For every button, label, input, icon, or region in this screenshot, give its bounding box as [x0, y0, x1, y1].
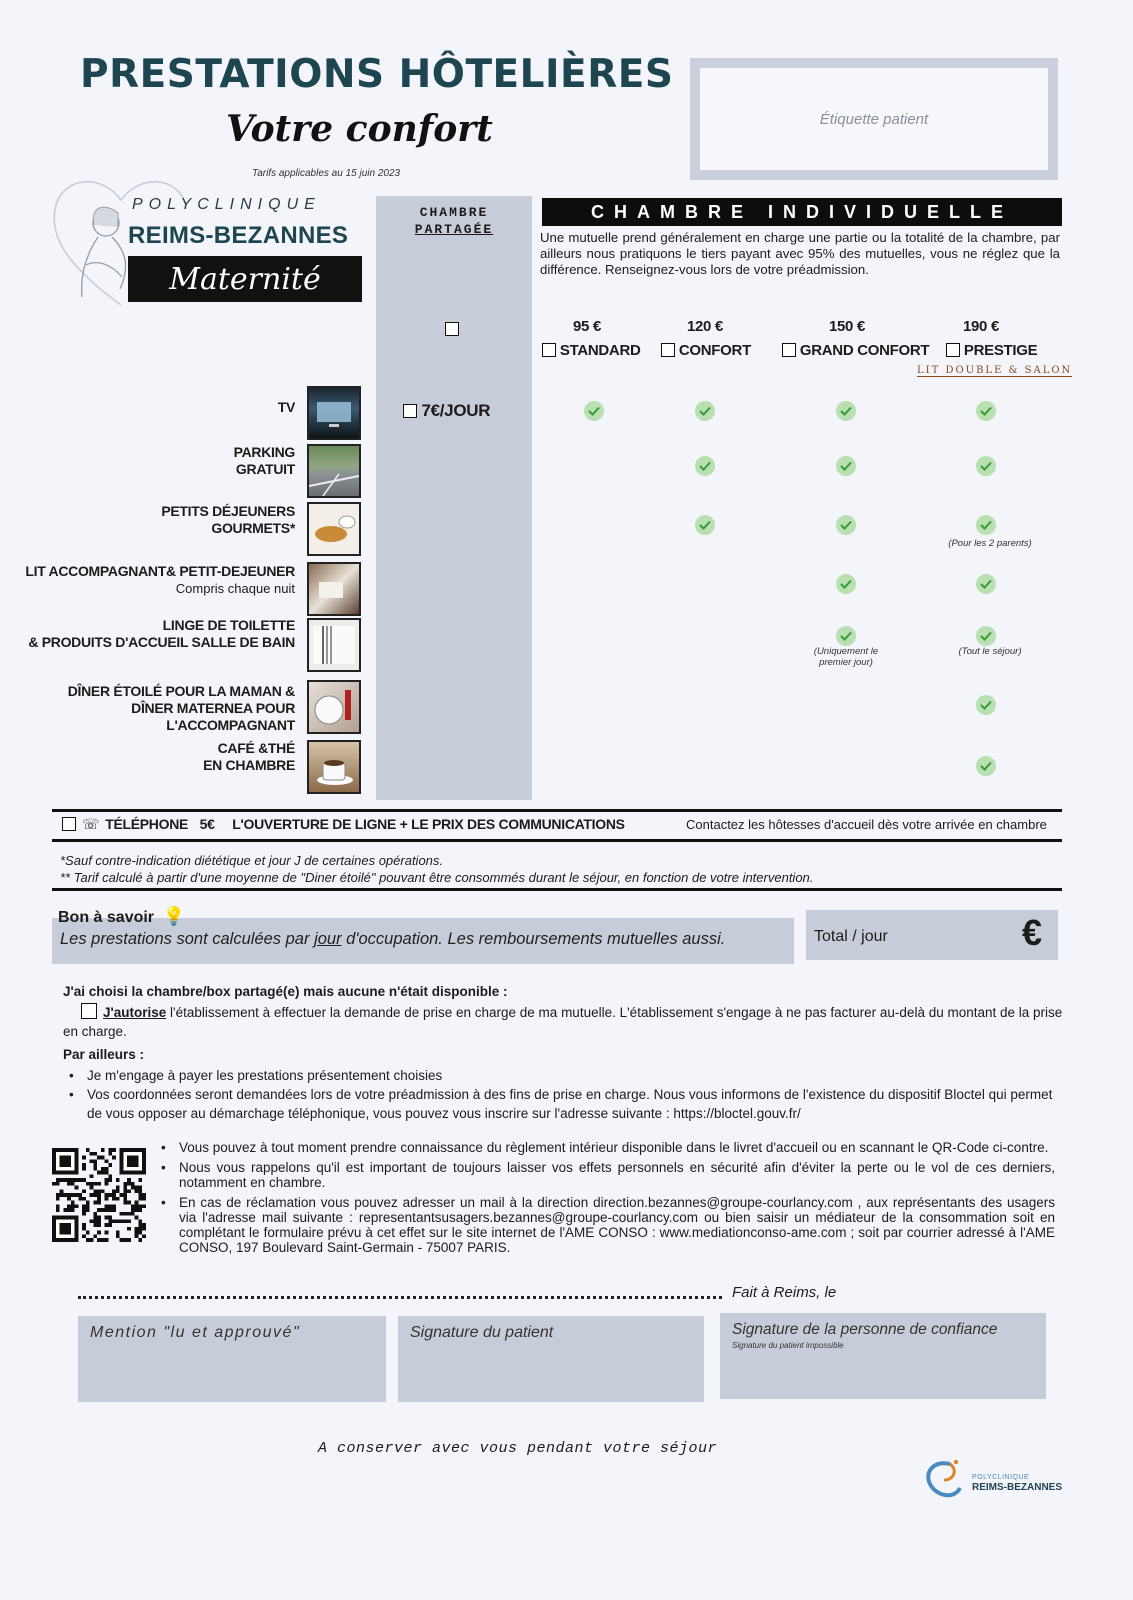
- telephone-contact: Contactez les hôtesses d'accueil dès votre arrivée en chambre: [686, 817, 1047, 832]
- trusted-person-signature-box[interactable]: [720, 1313, 1046, 1399]
- tier-standard-name: STANDARD: [559, 342, 641, 359]
- row-label-parking: [234, 444, 295, 478]
- row-label-parking-line1: PARKING: [233, 444, 295, 460]
- maternite-banner: [128, 256, 362, 302]
- footer-logo-line1: POLYCLINIQUE: [972, 1474, 1030, 1481]
- tier-grand-confort: [782, 342, 929, 359]
- shared-tv-price: 7€/JOUR: [421, 401, 491, 420]
- par-ailleurs-heading: Par ailleurs :: [63, 1047, 145, 1062]
- row-label-coffee-line1: CAFÉ &THÉ: [217, 740, 295, 756]
- tier-standard-price: 95 €: [573, 318, 601, 335]
- check-icon: [976, 515, 996, 535]
- euro-symbol: €: [1022, 912, 1043, 953]
- tier-prestige-checkbox[interactable]: [946, 343, 960, 357]
- fait-a-reims: Fait à Reims, le: [732, 1284, 837, 1301]
- individual-room-title: CHAMBRE INDIVIDUELLE: [542, 198, 1062, 226]
- bon-a-savoir-title-text: Bon à savoir: [58, 909, 155, 926]
- note-whole-stay: (Tout le séjour): [958, 646, 1022, 657]
- check-icon: [695, 401, 715, 421]
- total-per-day-box[interactable]: [806, 910, 1058, 960]
- bon-a-savoir-title: [58, 906, 185, 927]
- tier-grand-confort-price: 150 €: [828, 318, 866, 335]
- croissant-icon: [309, 504, 359, 554]
- qr-code[interactable]: [52, 1148, 146, 1242]
- note-first-day: [786, 646, 906, 668]
- row-label-parking-line2: GRATUIT: [235, 461, 295, 477]
- phone-icon: ☏: [81, 816, 100, 832]
- choice-heading: J'ai choisi la chambre/box partagé(e) mais aucune n'était disponible :: [63, 984, 508, 999]
- row-label-towels-line2: & PRODUITS D'ACCUEIL SALLE DE BAIN: [28, 634, 295, 650]
- check-icon: [836, 515, 856, 535]
- check-icon: [695, 456, 715, 476]
- check-icon: [836, 401, 856, 421]
- towels-thumbnail: [307, 618, 361, 672]
- telephone-label: TÉLÉPHONE: [105, 816, 189, 832]
- tier-prestige-name: PRESTIGE: [963, 342, 1038, 359]
- brand-name: REIMS-BEZANNES: [128, 222, 349, 249]
- tier-confort-name: CONFORT: [678, 342, 751, 359]
- row-label-tv: [278, 399, 295, 416]
- bed-icon: [309, 564, 359, 614]
- mention-box[interactable]: [78, 1316, 386, 1402]
- check-icon: [836, 626, 856, 646]
- check-icon: [976, 756, 996, 776]
- coffee-thumbnail: [307, 740, 361, 794]
- footnotes-divider: [52, 888, 1062, 891]
- total-per-day-label: Total / jour: [814, 928, 888, 945]
- footer-logo-line2: REIMS-BEZANNES: [972, 1482, 1063, 1493]
- check-icon: [976, 695, 996, 715]
- shared-room-label: [376, 204, 532, 238]
- check-icon: [836, 574, 856, 594]
- row-label-tv-line1: TV: [277, 399, 295, 415]
- parking-thumbnail: [307, 444, 361, 498]
- note-two-parents: (Pour les 2 parents): [948, 538, 1032, 549]
- divider-top: [52, 809, 1062, 812]
- keep-notice: A conserver avec vous pendant votre séjour: [318, 1440, 718, 1457]
- check-icon: [836, 456, 856, 476]
- tier-grand-confort-name: GRAND CONFORT: [799, 342, 930, 359]
- row-label-companion-bed: [25, 563, 295, 597]
- par-ailleurs-item-2: • Vos coordonnées seront demandées lors de votre préadmission à des fins de prise en charge. Nous vous informons de l'existence du dispositif Bloctel qui permet de vous opposer au démarchage téléphonique, vous pouvez vous inscrire sur l'adresse suivante : https://bloctel.gouv.fr/: [63, 1085, 1063, 1123]
- patient-label-box: [690, 58, 1058, 180]
- tier-standard-checkbox[interactable]: [542, 343, 556, 357]
- tier-prestige-price: 190 €: [962, 318, 1000, 335]
- row-label-breakfast-line2: GOURMETS*: [211, 520, 295, 536]
- row-label-dinner-line2: DÎNER MATERNEA POUR L'ACCOMPAGNANT: [131, 700, 295, 733]
- authorize-text: l'établissement à effectuer la demande de prise en charge de ma mutuelle. L'établissement s'engage à ne pas facturer au-delà du montant de la prise en charge.: [63, 1005, 1063, 1039]
- row-label-breakfast: [161, 503, 295, 537]
- breakfast-thumbnail: [307, 502, 361, 556]
- prestige-extra: LIT DOUBLE & SALON: [917, 365, 1073, 376]
- shared-room-checkbox[interactable]: [445, 322, 459, 336]
- footnote-2: ** Tarif calculé à partir d'une moyenne de "Diner étoilé" pouvant être consommés durant le séjour, en fonction de votre intervention.: [60, 870, 814, 885]
- info-section: [155, 1140, 1055, 1255]
- shared-tv-checkbox[interactable]: [403, 404, 417, 418]
- row-label-companion-bed-line1: LIT ACCOMPAGNANT& PETIT-DEJEUNER: [25, 563, 295, 579]
- bon-a-savoir-text-jour: jour: [314, 930, 342, 948]
- choice-authorize-paragraph: [63, 1003, 1063, 1041]
- bon-a-savoir-text-post: d'occupation. Les remboursements mutuelles aussi.: [341, 930, 726, 948]
- tarifs-date: Tarifs applicables au 15 juin 2023: [252, 168, 401, 179]
- telephone-desc: L'OUVERTURE DE LIGNE + LE PRIX DES COMMUNICATIONS: [232, 816, 625, 832]
- note-first-day-line1: (Uniquement le: [813, 646, 879, 657]
- tv-thumbnail: [307, 386, 361, 440]
- row-label-breakfast-line1: PETITS DÉJEUNERS: [161, 503, 295, 519]
- tier-confort: [661, 342, 751, 359]
- mention-label: Mention "lu et approuvé": [90, 1324, 301, 1341]
- patient-signature-box[interactable]: [398, 1316, 704, 1402]
- shared-room-label-line1: CHAMBRE: [419, 205, 489, 220]
- tier-standard: [542, 342, 641, 359]
- divider-bottom: [52, 839, 1062, 842]
- footnote-1: *Sauf contre-indication diététique et jour J de certaines opérations.: [60, 853, 444, 868]
- check-icon: [976, 626, 996, 646]
- trusted-person-label: Signature de la personne de confiance: [732, 1321, 998, 1338]
- coffee-cup-icon: [309, 742, 359, 792]
- row-label-coffee-line2: EN CHAMBRE: [203, 757, 295, 773]
- row-label-coffee: [203, 740, 295, 774]
- shared-tv-option: [403, 401, 490, 421]
- info-item-securite: • Nous vous rappelons qu'il est important de toujours laisser vos effets personnels en sécurité afin d'éviter la perte ou le vol de ces derniers, notamment en chambre.: [155, 1160, 1055, 1190]
- row-label-towels: [28, 617, 295, 651]
- date-dotted-line[interactable]: [78, 1291, 722, 1299]
- towel-icon: [309, 620, 359, 670]
- info-item-reclamation: • En cas de réclamation vous pouvez adresser un mail à la direction direction.bezannes@groupe-courlancy.com , aux représentants des usagers via l'adresse mail suivante : representantsusagers.bezannes@groupe-courlancy.com ou bien saisir un médiateur de la consommation soit en complétant le formulaire prévu à cet effet sur le site internet de l'AME CONSO : www.mediationconso-ame.com ; soit par courrier adressé à l'AME CONSO, 197 Boulevard Saint-Germain - 75007 PARIS.: [155, 1195, 1055, 1255]
- info-list: [155, 1140, 1055, 1255]
- row-label-dinner: [0, 683, 295, 734]
- tier-confort-price: 120 €: [686, 318, 724, 335]
- telephone-option: [62, 816, 625, 833]
- tier-grand-confort-checkbox[interactable]: [782, 343, 796, 357]
- check-icon: [976, 456, 996, 476]
- par-ailleurs-list: [63, 1066, 1063, 1123]
- row-label-towels-line1: LINGE DE TOILETTE: [162, 617, 295, 633]
- patient-signature-label: Signature du patient: [410, 1324, 554, 1341]
- check-icon: [976, 401, 996, 421]
- shared-room-label-line2: PARTAGÉE: [414, 222, 494, 237]
- lightbulb-icon: 💡: [162, 906, 185, 926]
- tier-prestige: [946, 342, 1037, 359]
- patient-label-text: Étiquette patient: [819, 110, 929, 128]
- choice-section: [63, 982, 1063, 1123]
- brand-polyclinique: POLYCLINIQUE: [132, 196, 321, 213]
- telephone-price: 5€: [199, 816, 215, 832]
- shared-room-column: [376, 196, 532, 800]
- footnotes: [60, 852, 813, 886]
- check-icon: [584, 401, 604, 421]
- maternite-text: Maternité: [169, 261, 321, 297]
- dinner-thumbnail: [307, 680, 361, 734]
- info-item-reglement: • Vous pouvez à tout moment prendre connaissance du règlement intérieur disponible dans le livret d'accueil ou en scannant le QR-Code ci-contre.: [155, 1140, 1055, 1155]
- telephone-checkbox[interactable]: [62, 817, 76, 831]
- trusted-person-sub: Signature du patient impossible: [732, 1341, 844, 1350]
- companion-bed-thumbnail: [307, 562, 361, 616]
- parking-icon: [309, 446, 359, 496]
- check-icon: [695, 515, 715, 535]
- tier-confort-checkbox[interactable]: [661, 343, 675, 357]
- par-ailleurs-item-1: • Je m'engage à payer les prestations présentement choisies: [63, 1066, 1063, 1085]
- bon-a-savoir-text-pre: Les prestations sont calculées par: [60, 930, 315, 948]
- page-subtitle: Votre confort: [226, 108, 493, 150]
- authorize-label: J'autorise: [103, 1005, 167, 1020]
- logo-swirl-icon: [920, 1458, 968, 1504]
- row-label-dinner-line1: DÎNER ÉTOILÉ POUR LA MAMAN &: [67, 683, 295, 699]
- plate-icon: [309, 682, 359, 732]
- row-label-companion-bed-line2: Compris chaque nuit: [175, 581, 295, 596]
- authorize-checkbox[interactable]: [81, 1003, 97, 1019]
- page-title: PRESTATIONS HÔTELIÈRES: [80, 52, 674, 97]
- check-icon: [976, 574, 996, 594]
- individual-room-description: Une mutuelle prend généralement en charge une partie ou la totalité de la chambre, par ailleurs nous pratiquons le tiers payant avec 95% des mutuelles, vous ne réglez que la différence. Renseignez-vous lors de votre préadmission.: [540, 230, 1060, 277]
- note-first-day-line2: premier jour): [819, 657, 873, 668]
- tv-icon: [309, 388, 359, 438]
